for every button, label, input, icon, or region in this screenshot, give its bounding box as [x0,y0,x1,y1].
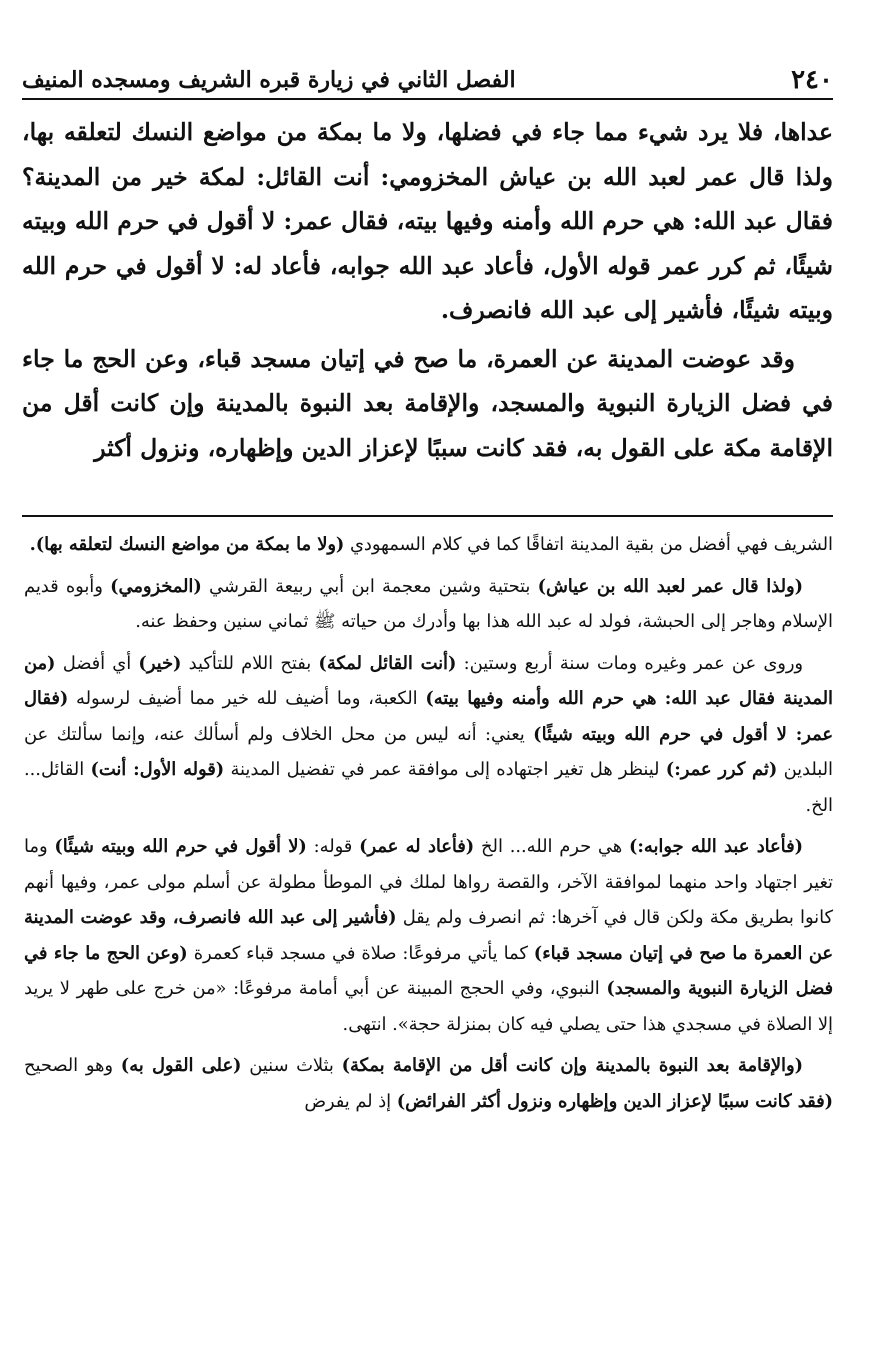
note-paragraph [24,569,833,640]
note-text: القائل... الخ. [24,759,833,816]
note-text: وما تغير اجتهاد واحد منهما لموافقة الآخر، والقصة رواها لملك في الموطأ مطولة عن أسلم مولى عمر، وفيها أنهم كانوا بطريق مكة ولكن قال في آخرها: ثم انصرف ولم يقل [24,836,833,928]
main-paragraph: وقد عوضت المدينة عن العمرة، ما صح في إتيان مسجد قباء، وعن الحج ما جاء في فضل الزيارة النبوية والمسجد، والإقامة بعد النبوة بالمدينة وإن كانت أقل من الإقامة مكة على القول به، فقد كانت سببًا لإعزاز الدين وإظهاره، ونزول أكثر [22,344,833,462]
note-quote: (على القول به) [120,1055,242,1076]
note-quote: (ولذا قال عمر لعبد الله بن عياش) [537,575,804,597]
note-text: الشريف فهي أفضل من بقية المدينة اتفاقًا كما في كلام السمهودي [344,534,833,555]
note-text: وروى عن عمر وغيره ومات سنة أربع وستين: [456,652,804,674]
main-paragraph: عداها، فلا يرد شيء مما جاء في فضلها، ولا ما بمكة من مواضع النسك لتعلقه بها، ولذا قال عمر لعبد الله بن عياش المخزومي: أنت القائل: لمكة خير من المدينة؟ فقال عبد الله: هي حرم الله وأمنه وفيها بيته، فقال عمر: لا أقول في حرم الله وبيته شيئًا، ثم كرر عمر قوله الأول، فأعاد عبد الله جوابه، فأعاد له: لا أقول في حرم الله وبيته شيئًا، فأشير إلى عبد الله فانصرف. [22,118,833,324]
note-paragraph [24,527,833,563]
note-text: إذ لم يفرض [304,1090,397,1112]
note-text: كما يأتي مرفوعًا: صلاة في مسجد قباء كعمرة [187,942,534,964]
note-quote: (أنت القائل لمكة) [318,652,457,674]
note-quote: (المخزومي) [110,575,202,597]
note-quote: (ولا ما بمكة من مواضع النسك لتعلقه بها). [29,534,345,555]
page-number: ٢٤٠ [791,65,833,95]
note-paragraph [24,1048,833,1119]
note-text: بتحتية وشين معجمة ابن أبي ربيعة القرشي [201,575,538,597]
note-quote: (والإقامة بعد النبوة بالمدينة وإن كانت أقل من الإقامة بمكة) [341,1055,803,1076]
note-text: الكعبة، وما أضيف لله خير مما أضيف لرسوله [68,688,426,709]
note-quote: (فقد كانت سببًا لإعزاز الدين وإظهاره ونزول أكثر الفرائض) [396,1090,833,1112]
note-text: لينظر هل تغير اجتهاده إلى موافقة عمر في تفضيل المدينة [224,759,666,780]
note-quote: (لا أقول في حرم الله وبيته شيئًا) [54,836,307,857]
note-quote: (ثم كرر عمر:) [665,759,778,780]
note-quote: (قوله الأول: أنت) [90,759,225,780]
note-text: بفتح اللام للتأكيد [181,652,319,674]
note-quote: (خير) [138,652,182,674]
note-text: النبوي، وفي الحجج المبينة عن أبي أمامة مرفوعًا: «من خرج على طهر لا يريد إلا الصلاة في مسجدي هذا حتى يصلي فيه كان بمنزلة حجة». انتهى. [24,978,833,1035]
note-quote: (فأعاد عبد الله جوابه:) [628,836,803,857]
note-text: قوله: [306,836,360,857]
note-text: هي حرم الله... الخ [474,836,629,857]
footnote-divider [22,515,833,517]
page-header [22,62,833,100]
note-text: وهو الصحيح [24,1055,121,1076]
note-quote: (فأعاد له عمر) [359,836,475,857]
running-title: الفصل الثاني في زيارة قبره الشريف ومسجده المنيف [22,67,516,93]
note-quote: (فقال عمر: لا أقول في حرم الله وبيته شيئًا) [24,688,833,745]
note-text: يعني: أنه ليس من محل الخلاف ولم أسألك عنه، وإنما سألتك عن البلدين [24,723,833,780]
note-quote: (فأشير إلى عبد الله فانصرف، وقد عوضت المدينة عن العمرة ما صح في إتيان مسجد قباء) [24,907,833,964]
main-text [22,110,833,470]
note-text: وأبوه قديم الإسلام وهاجر إلى الحبشة، فولد له عبد الله هذا بها وأدرك من حياته ﷺ ثماني سنين وحفظ عنه. [24,575,833,632]
note-paragraph [24,829,833,1042]
note-quote: (من المدينة فقال عبد الله: هي حرم الله وأمنه وفيها بيته) [24,652,833,709]
note-quote: (وعن الحج ما جاء في فضل الزيارة النبوية والمسجد) [24,942,833,999]
note-text: أي أفضل [55,652,139,674]
note-paragraph [24,646,833,824]
note-text: بثلاث سنين [241,1055,342,1076]
commentary-notes [24,527,833,1125]
